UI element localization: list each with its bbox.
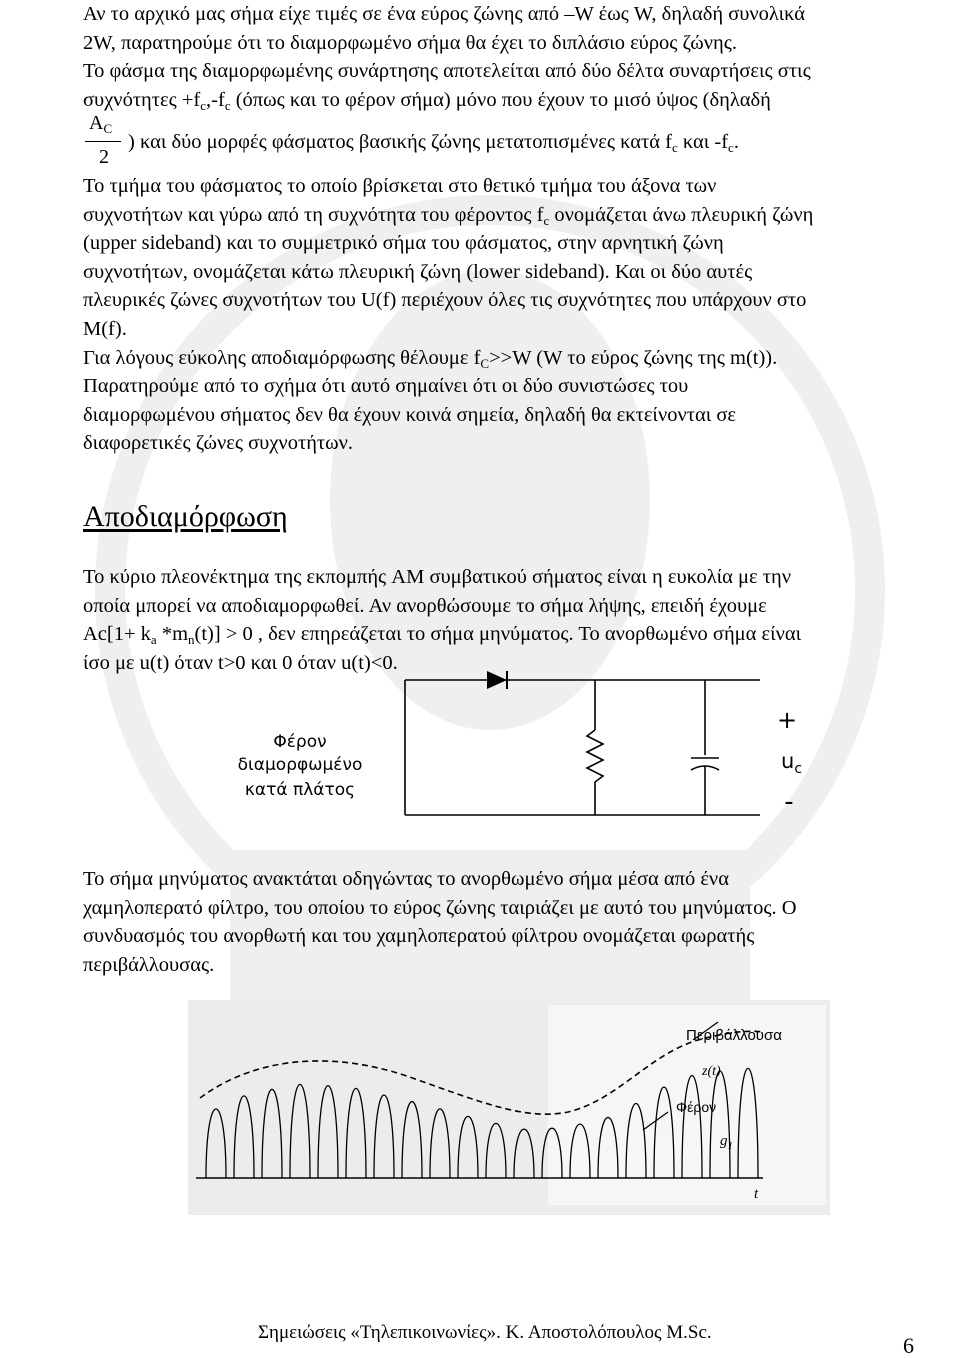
text-line: M(f). bbox=[83, 317, 127, 340]
minus-sign: - bbox=[784, 787, 794, 817]
text-line: συχνοτήτων και γύρω από τη συχνότητα του φέροντος $f_c$ ονομάζεται άνω πλευρική ζώνη bbox=[83, 203, 814, 228]
text-line: οποία μπορεί να αποδιαμορφωθεί. Αν ανορθώσουμε το σήμα λήψης, επειδή έχουμε bbox=[83, 594, 767, 617]
fraction-numerator: $A_C$ bbox=[89, 112, 113, 136]
text-line: (upper sideband) και το συμμετρικό σήμα του φάσματος, στην αρνητική ζώνη bbox=[83, 232, 724, 255]
page-number: 6 bbox=[903, 1333, 914, 1358]
text-line: Το σήμα μηνύματος ανακτάται οδηγώντας το ανορθωμένο σήμα μέσα από ένα bbox=[83, 868, 729, 890]
plus-sign: + bbox=[776, 706, 798, 734]
paragraph-bandwidth bbox=[83, 0, 928, 114]
paragraph-envelope-detector bbox=[83, 865, 928, 979]
paragraph-sidebands bbox=[83, 172, 928, 458]
text-line: περιβάλλουσας. bbox=[83, 953, 215, 976]
fraction-denominator: 2 bbox=[99, 146, 109, 168]
fraction-ac-over-2 bbox=[85, 112, 125, 174]
text-line: ίσο με u(t) όταν t>0 και 0 όταν u(t)<0. bbox=[83, 651, 398, 674]
section-heading: Αποδιαμόρφωση bbox=[83, 500, 288, 533]
text-line: διαμορφωμένου σήματος δεν θα έχουν κοινά σημεία, δηλαδή θα εκτείνονται σε bbox=[83, 403, 737, 426]
text-line: χαμηλοπερατό φίλτρο, του οποίου το εύρος ζώνης ταιριάζει με αυτό του μηνύματος. Ο bbox=[83, 896, 797, 919]
input-label-line2: διαμορφωμένο bbox=[237, 755, 363, 775]
text-line: πλευρικές ζώνες συχνοτήτων του U(f) περιέχουν όλες τις συχνότητες που υπάρχουν στο bbox=[83, 289, 807, 312]
text-line: διαφορετικές ζώνες συχνοτήτων. bbox=[83, 432, 354, 455]
text-line: 2W, παρατηρούμε ότι το διαμορφωμένο σήμα θα έχει το διπλάσιο εύρος ζώνης. bbox=[83, 31, 738, 54]
text-line: $Ac[1+ k_a$ $*m_n(t)] > 0$ , δεν επηρεάζεται το σήμα μηνύματος. Το ανορθωμένο σήμα είναι bbox=[83, 623, 802, 648]
t-label: t bbox=[754, 1186, 759, 1202]
text-line: ) και δύο μορφές φάσματος βασικής ζώνης μετατοπισμένες κατά $f_c$ και $-f_c$. bbox=[128, 131, 739, 155]
input-label-line3: κατά πλάτος bbox=[244, 780, 356, 800]
text-line: Το τμήμα του φάσματος το οποίο βρίσκεται στο θετικό τμήμα του άξονα των bbox=[83, 175, 717, 197]
envelope-detector-figure bbox=[188, 1000, 830, 1215]
footer: Σημειώσεις «Τηλεπικοινωνίες». Κ. Αποστολόπουλος M.Sc. bbox=[258, 1322, 712, 1343]
text-line: Το φάσμα της διαμορφωμένης συνάρτησης αποτελείται από δύο δέλτα συναρτήσεις στις bbox=[83, 60, 811, 83]
diode-symbol bbox=[487, 671, 507, 689]
resistor-symbol bbox=[587, 730, 603, 782]
paragraph-demodulation bbox=[83, 563, 928, 677]
text-line: συνδυασμός του ανορθωτή και του χαμηλοπερατού φίλτρου ονομάζεται φωρατής bbox=[83, 925, 755, 948]
text-line: Για λόγους εύκολης αποδιαμόρφωσης θέλουμε $f_C>>W$ (W το εύρος ζώνης της m(t)). bbox=[83, 346, 778, 371]
text-line: Το κύριο πλεονέκτημα της εκπομπής AM συμβατικού σήματος είναι η ευκολία με την bbox=[83, 566, 791, 588]
text-line: Αν το αρχικό μας σήμα είχε τιμές σε ένα εύρος ζώνης από –W έως W, δηλαδή συνολικά bbox=[83, 3, 806, 25]
input-label-line1: Φέρον bbox=[273, 732, 327, 752]
carrier-label: Φέρον bbox=[676, 1099, 717, 1115]
fraction-bar bbox=[85, 141, 121, 142]
output-label: $u_c$ bbox=[781, 749, 803, 777]
rectifier-circuit-diagram bbox=[215, 670, 815, 840]
g-label: $g_1$ bbox=[720, 1133, 733, 1152]
text-line: Παρατηρούμε από το σχήμα ότι αυτό σημαίνει ότι οι δύο συνιστώσες του bbox=[83, 375, 689, 398]
z-label: z(t) bbox=[702, 1064, 721, 1079]
text-line: συχνοτήτων, ονομάζεται κάτω πλευρική ζώνη (lower sideband). Και οι δύο αυτές bbox=[83, 260, 753, 283]
text-line: $\sigma\upsilon\chi\nu ό\tau\eta\tau\varepsilon\varsigma +f_c,-f_c$ (όπως και το φέρον σήμα) μόνο που έχουν το μισό ύψος (δηλαδή bbox=[83, 88, 771, 113]
envelope-label: Περιβάλλουσα bbox=[686, 1027, 782, 1044]
